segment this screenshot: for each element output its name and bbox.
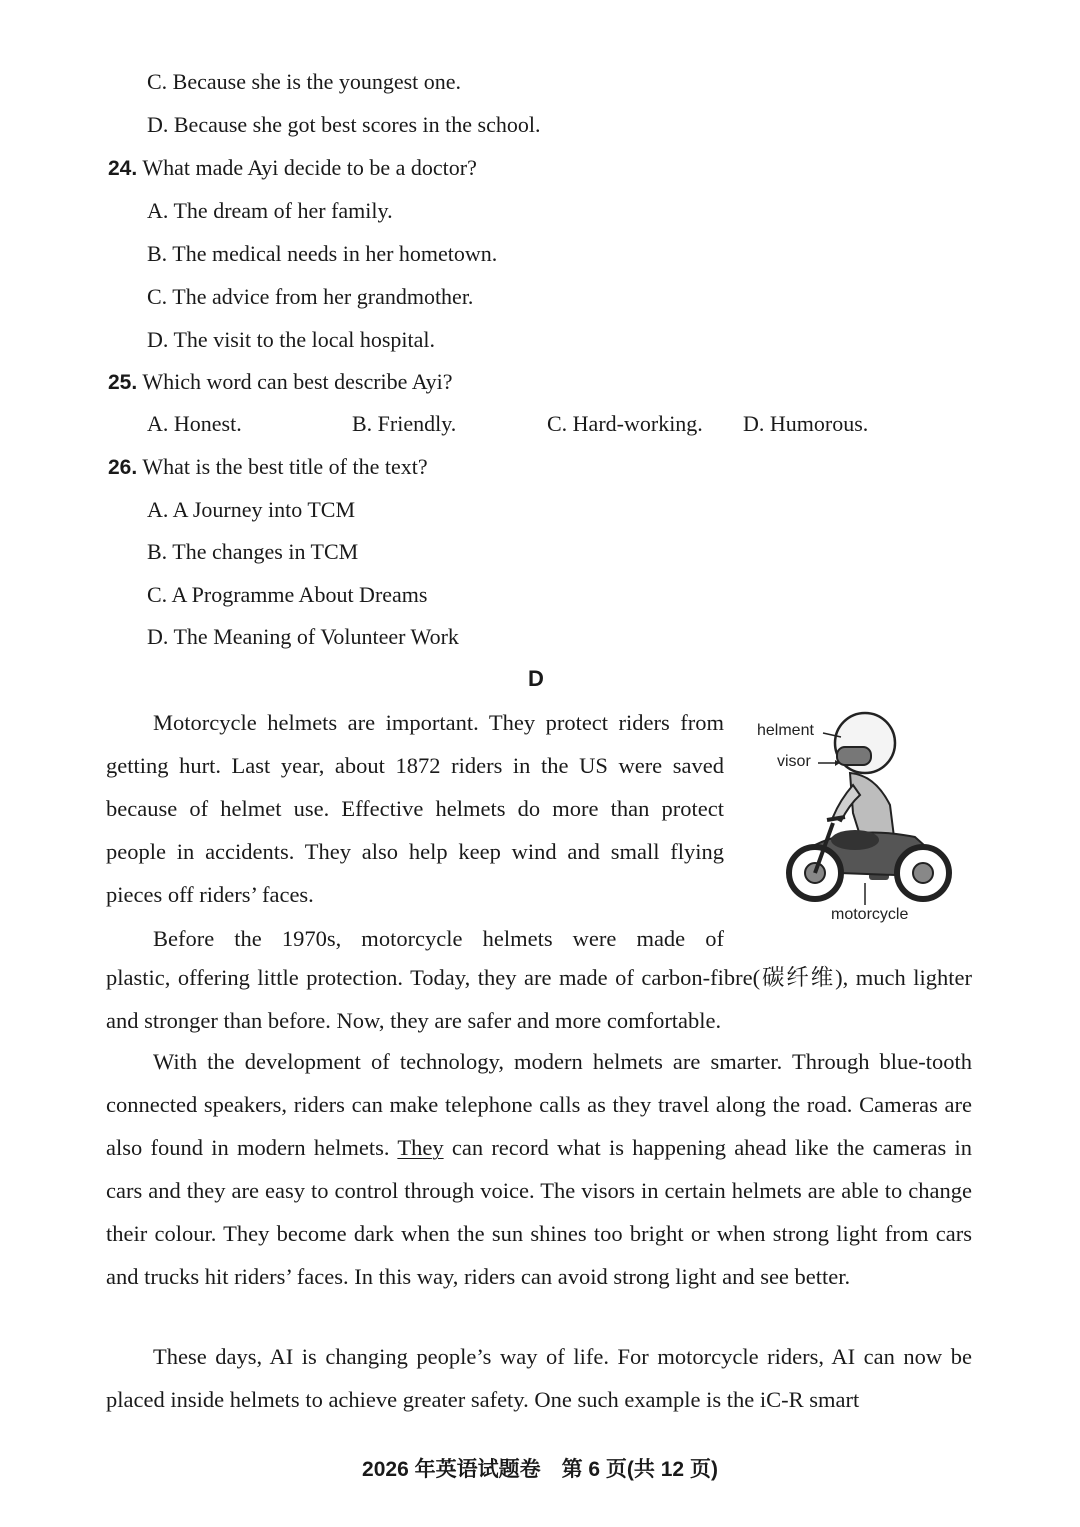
paragraph-text: With the development of technology, modern helmets are smarter. Through blue-tooth connected speakers, riders can make telephone calls as they travel along the road. Cameras are also found in modern helmets. [106,1049,972,1160]
option-c-q26: C. A Programme About Dreams [147,582,428,607]
passage-paragraph-2b [106,956,972,1042]
question-number: 25. [108,371,138,394]
paragraph-text: plastic, offering little protection. Today, they are made of carbon-fibre(碳纤维), much lighter and stronger than before. Now, they are safer and more comfortable. [106,965,972,1033]
paragraph-text: These days, AI is changing people’s way of life. For motorcycle riders, AI can now be placed inside helmets to achieve greater safety. One such example is the iC-R smart [106,1344,972,1412]
underlined-word: They [397,1135,444,1160]
question-26 [108,454,428,481]
option-c-q23: C. Because she is the youngest one. [147,69,462,94]
question-25 [108,369,452,396]
option-a-q24: A. The dream of her family. [147,198,393,223]
helmet-label: helment [757,722,814,739]
motorcycle-label: motorcycle [831,906,909,923]
paragraph-text: can record what is happening ahead like the cameras in cars and they are easy to control through voice. The visors in certain helmets are able to change their colour. They become dark when the sun shines too bright or when strong light from cars and trucks hit riders’ faces. In this way, riders can avoid strong light and see better. [106,1135,973,1289]
passage-paragraph-2a [106,917,724,960]
option-b-q24: B. The medical needs in her hometown. [147,241,498,266]
motorcycle-illustration [745,705,975,935]
question-text: What made Ayi decide to be a doctor? [142,155,477,180]
page-footer: 2026 年英语试题卷 第 6 页(共 12 页) [362,1458,718,1481]
option-d-q26: D. The Meaning of Volunteer Work [147,624,459,649]
option-d-q23: D. Because she got best scores in the school. [147,112,541,137]
paragraph-text: Motorcycle helmets are important. They protect riders from getting hurt. Last year, about 1872 riders in the US were saved because of helmet use. Effective helmets do more than protect people in accidents. They also help keep wind and small flying pieces off riders’ faces. [106,710,724,907]
option-d-q24: D. The visit to the local hospital. [147,327,435,352]
option-a-q25: A. Honest. [147,411,242,436]
passage-paragraph-4 [106,1335,972,1421]
section-heading: D [528,666,544,691]
visor-label: visor [777,753,811,770]
question-number: 26. [108,456,138,479]
paragraph-text: Before the 1970s, motorcycle helmets were made of [153,926,724,951]
option-c-q25: C. Hard-working. [547,411,703,436]
option-b-q25: B. Friendly. [352,411,457,436]
question-number: 24. [108,157,138,180]
passage-paragraph-1 [106,701,724,916]
option-a-q26: A. A Journey into TCM [147,497,356,522]
passage-paragraph-3 [106,1040,972,1298]
option-c-q24: C. The advice from her grandmother. [147,284,474,309]
question-text: Which word can best describe Ayi? [142,369,453,394]
option-b-q26: B. The changes in TCM [147,539,359,564]
question-24 [108,155,477,182]
option-d-q25: D. Humorous. [743,411,869,436]
question-text: What is the best title of the text? [142,454,428,479]
